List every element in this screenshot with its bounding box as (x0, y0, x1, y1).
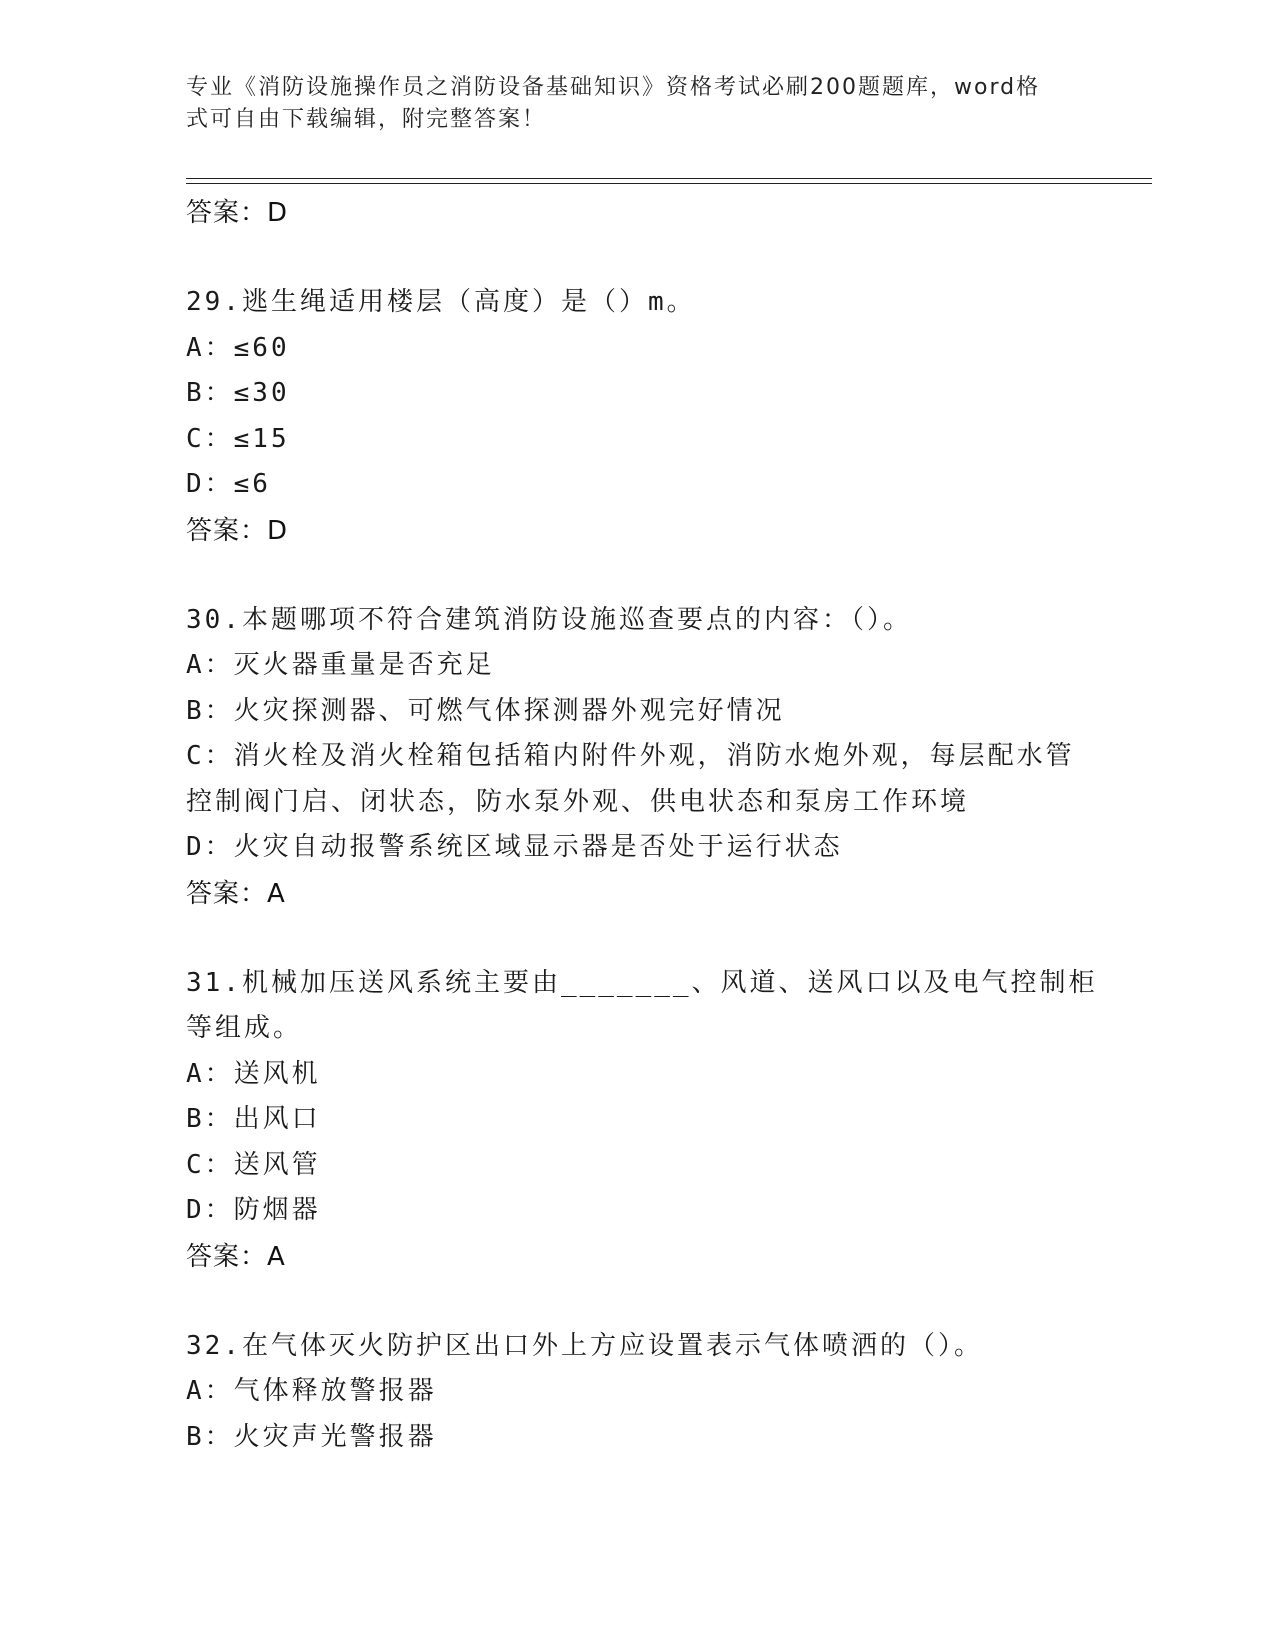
option-b: B：火灾探测器、可燃气体探测器外观完好情况 (186, 695, 785, 726)
answer-line: 答案：A (186, 878, 286, 909)
spacer (186, 554, 1086, 598)
option-a: A：灭火器重量是否充足 (186, 650, 495, 680)
option-a: A：气体释放警报器 (186, 1376, 437, 1406)
header-line-2: 式可自由下载编辑，附完整答案！ (186, 107, 547, 132)
option-a: A：送风机 (186, 1058, 321, 1089)
page-header (186, 72, 1066, 136)
option-d: D：≤6 (186, 469, 271, 499)
spacer (186, 236, 1086, 280)
option-b: B：出风口 (186, 1104, 321, 1134)
spacer (186, 1280, 1086, 1324)
question-text: 30.本题哪项不符合建筑消防设施巡查要点的内容：（）。 (186, 604, 912, 635)
option-b: B：火灾声光警报器 (186, 1421, 437, 1452)
answer-line: 答案：D (186, 515, 289, 546)
header-divider-top (186, 178, 1152, 179)
question-29 (186, 280, 1086, 554)
option-a: A：≤60 (186, 332, 290, 363)
question-32 (186, 1324, 1086, 1461)
option-c-continued: 控制阀门启、闭状态，防水泵外观、供电状态和泵房工作环境 (186, 786, 970, 817)
option-c: C：消火栓及消火栓箱包括箱内附件外观，消防水炮外观，每层配水管 (186, 741, 1075, 771)
question-text: 32.在气体灭火防护区出口外上方应设置表示气体喷洒的（）。 (186, 1330, 983, 1361)
question-text: 31.机械加压送风系统主要由_______、风道、送风口以及电气控制柜 (186, 967, 1098, 998)
question-text: 29.逃生绳适用楼层（高度）是（）m。 (186, 287, 696, 317)
header-divider-bottom (186, 183, 1152, 184)
header-line-1: 专业《消防设施操作员之消防设备基础知识》资格考试必刷200题题库，word格 (186, 75, 1041, 100)
question-list (186, 190, 1098, 1460)
spacer (186, 917, 1086, 961)
question-31 (186, 961, 1098, 1280)
option-d: D：火灾自动报警系统区域显示器是否处于运行状态 (186, 832, 843, 862)
previous-answer: 答案：D (186, 198, 289, 228)
option-c: C：送风管 (186, 1149, 321, 1180)
question-text-continued: 等组成。 (186, 1013, 303, 1043)
question-30 (186, 598, 1086, 917)
option-d: D：防烟器 (186, 1195, 321, 1225)
option-b: B：≤30 (186, 378, 290, 408)
option-c: C：≤15 (186, 423, 290, 454)
answer-line: 答案：A (186, 1241, 286, 1272)
